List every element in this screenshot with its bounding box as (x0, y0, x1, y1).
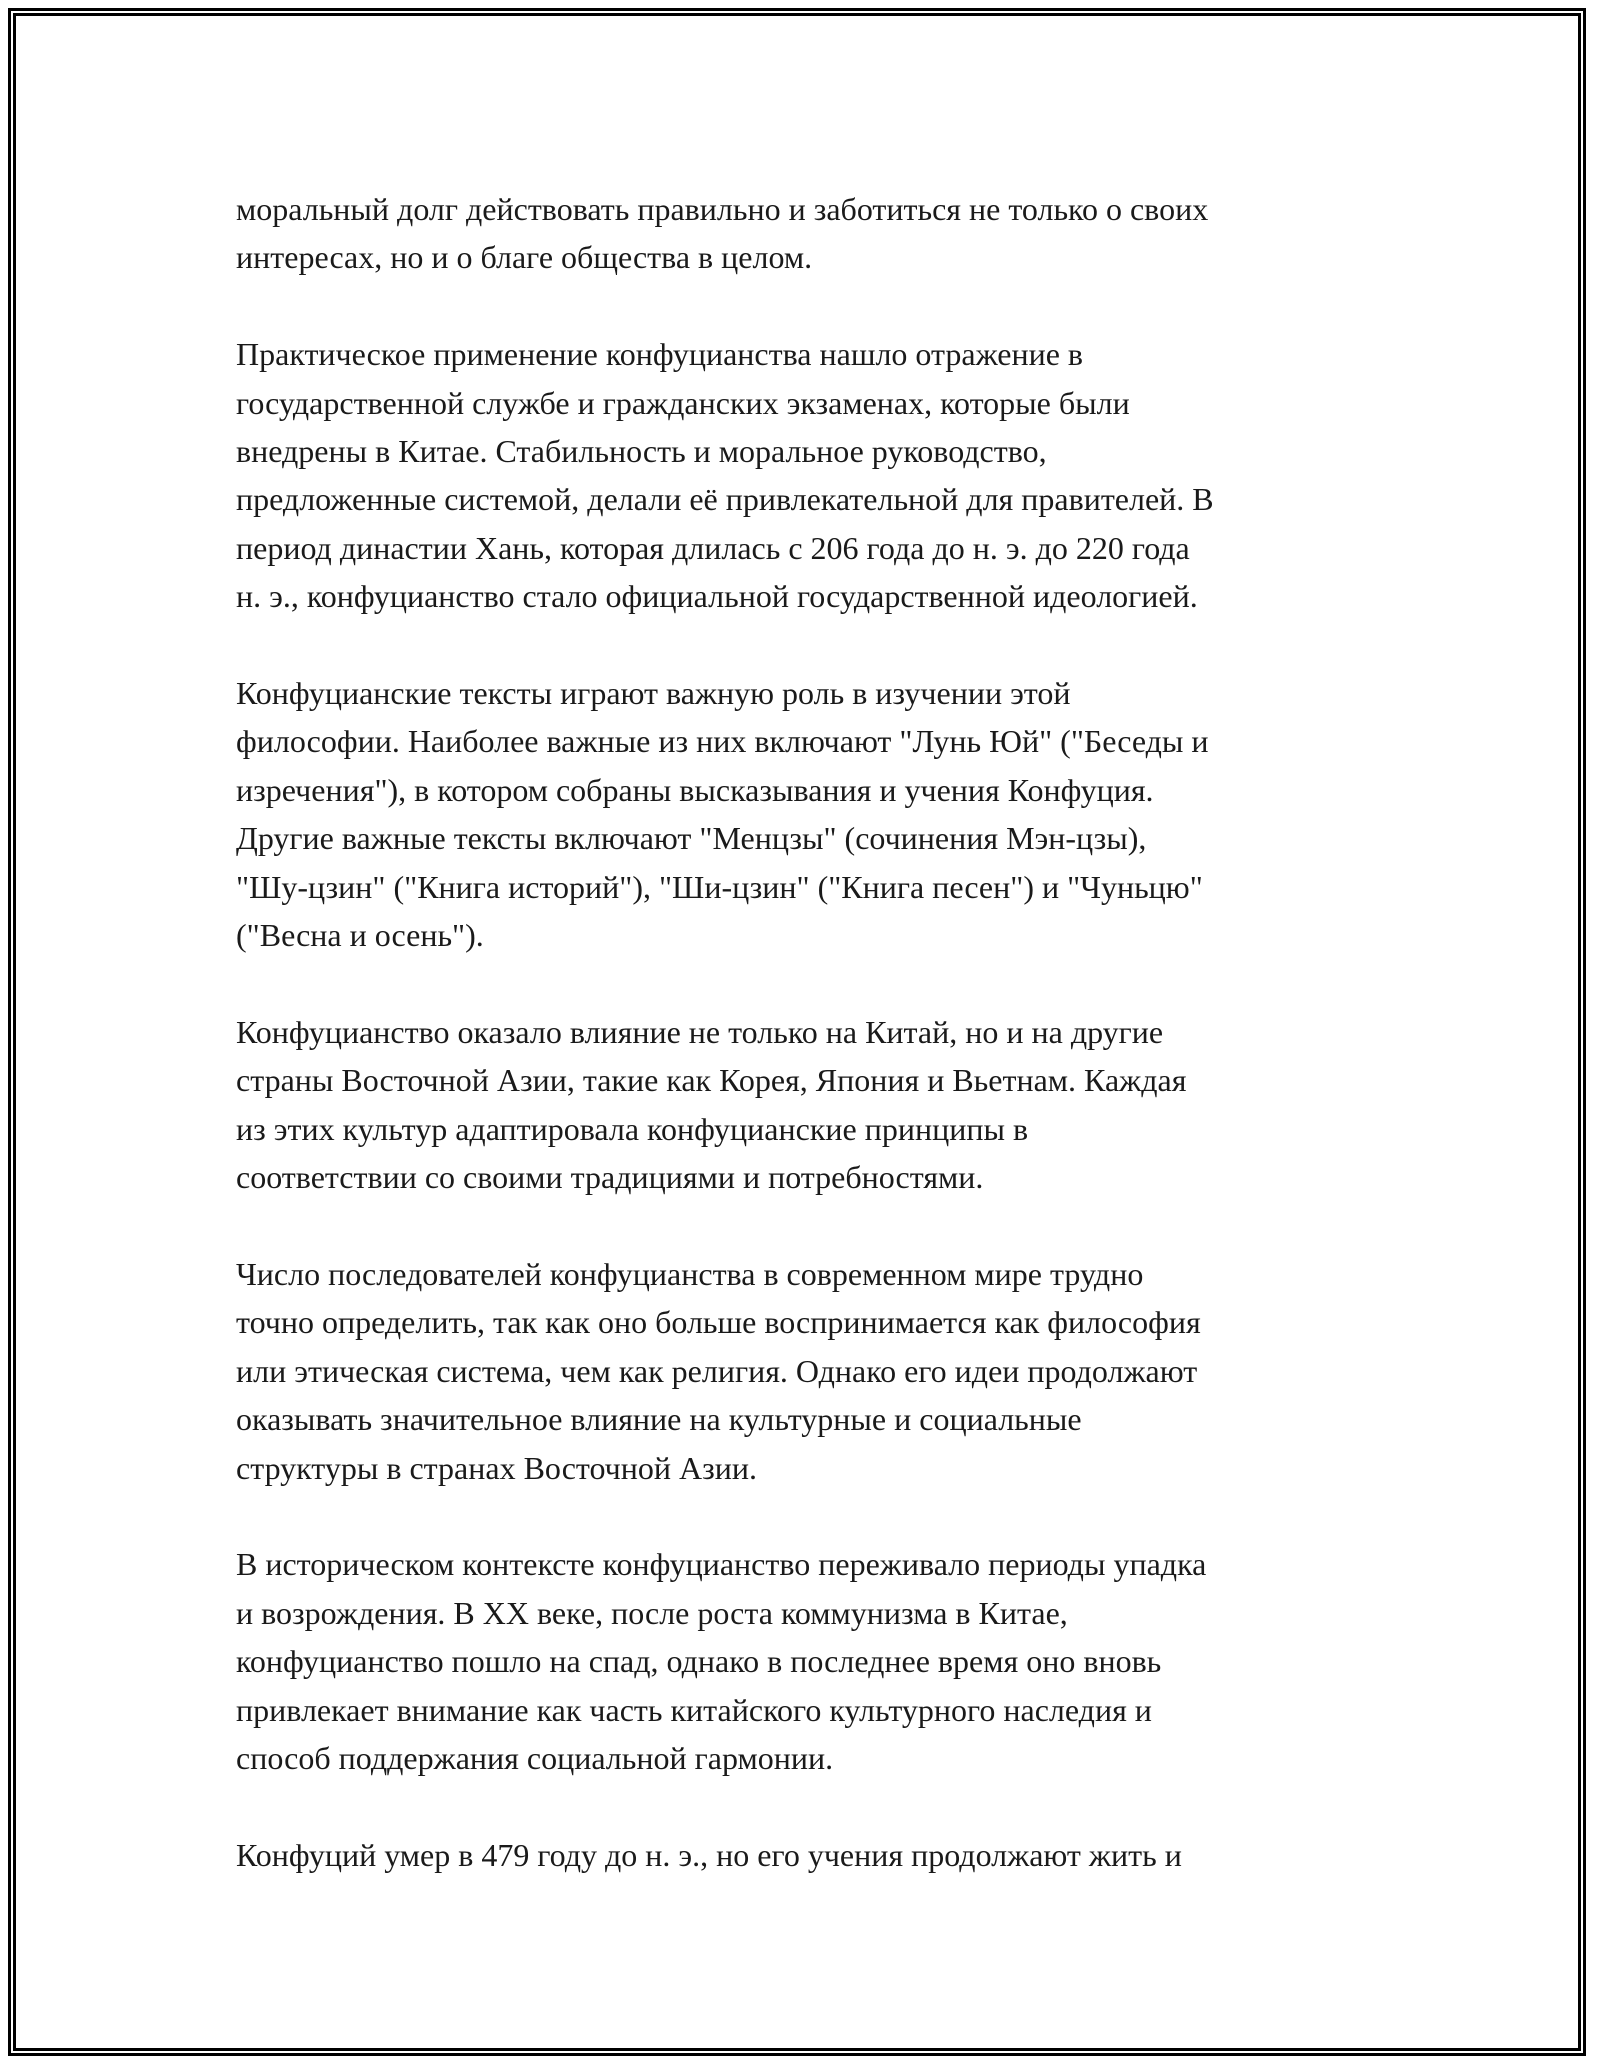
paragraph: Число последователей конфуцианства в современном мире трудно точно определить, так как оно больше воспринимается как философия или этическая система, чем как религия. Однако его идеи продолжают оказывать значительное влияние на культурные и социальные структуры в странах Восточной Азии. (236, 1255, 1201, 1486)
document-body (236, 185, 1366, 1928)
paragraph: В историческом контексте конфуцианство переживало периоды упадка и возрождения. В XX веке, после роста коммунизма в Китае, конфуцианство пошло на спад, однако в последнее время оно вновь привлекает внимание как часть китайского культурного наследия и способ поддержания социальной гармонии. (236, 1546, 1207, 1776)
paragraph: моральный долг действовать правильно и заботиться не только о своих интересах, но и о благе общества в целом. (236, 191, 1209, 276)
paragraph: Конфуций умер в 479 году до н. э., но его учения продолжают жить и (236, 1836, 1182, 1873)
paragraph: Конфуцианство оказало влияние не только на Китай, но и на другие страны Восточной Азии, такие как Корея, Япония и Вьетнам. Каждая из этих культур адаптировала конфуцианские принципы в соответствии со своими традициями и потребностями. (236, 1013, 1187, 1196)
paragraph: Практическое применение конфуцианства нашло отражение в государственной службе и гражданских экзаменах, которые были внедрены в Китае. Стабильность и моральное руководство, предложенные системой, делали её привлекательной для правителей. В период династии Хань, которая длилась с 206 года до н. э. до 220 года н. э., конфуцианство стало официальной государственной идеологией. (236, 336, 1214, 615)
paragraph: Конфуцианские тексты играют важную роль в изучении этой философии. Наиболее важные из них включают "Лунь Юй" ("Беседы и изречения"), в котором собраны высказывания и учения Конфуция. Другие важные тексты включают "Менцзы" (сочинения Мэн-цзы), "Шу-цзин" ("Книга историй"), "Ши-цзин" ("Книга песен") и "Чуньцю" ("Весна и осень"). (236, 675, 1209, 954)
